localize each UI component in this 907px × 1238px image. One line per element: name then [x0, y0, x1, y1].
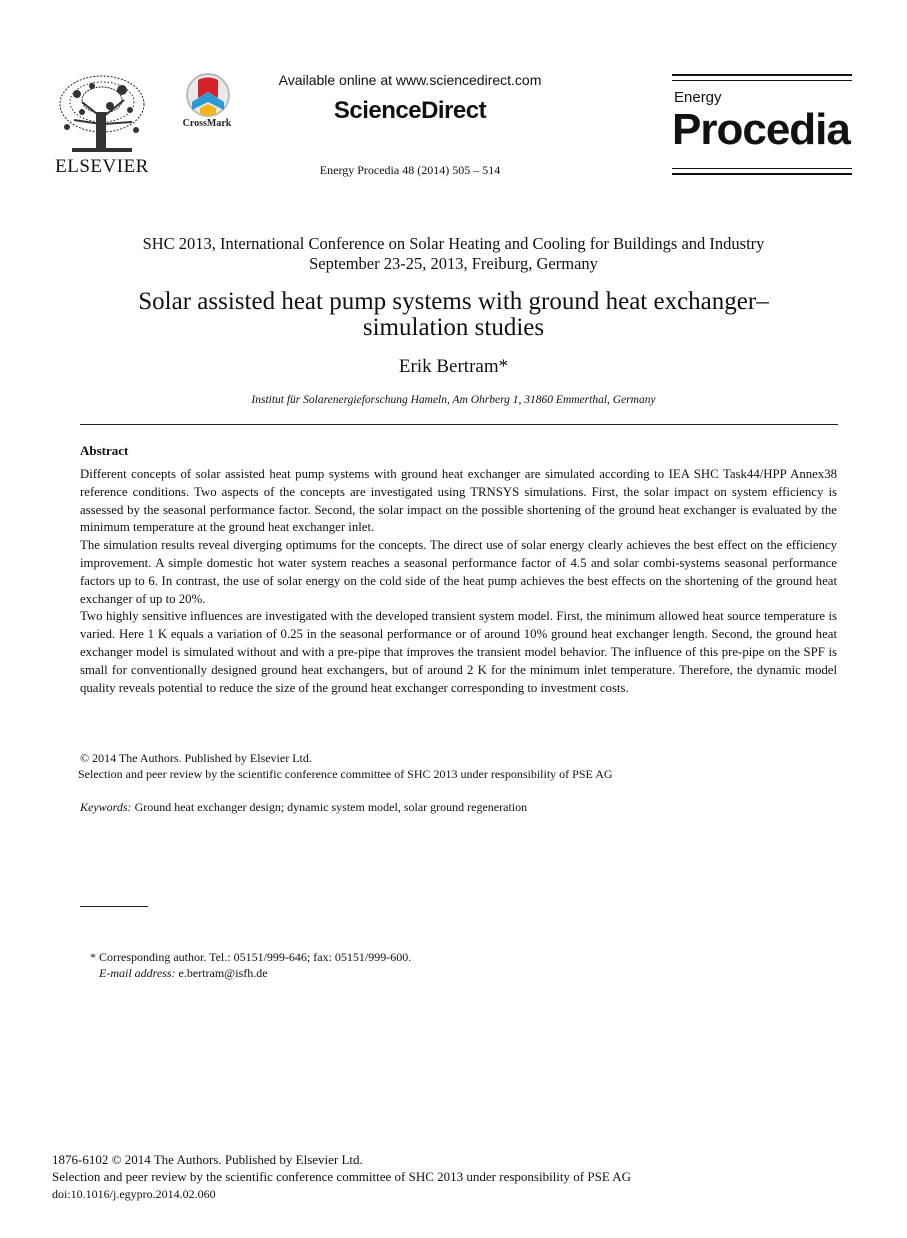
journal-logo-rule-top-thin	[672, 80, 852, 81]
footnote-divider	[80, 906, 148, 907]
journal-reference: Energy Procedia 48 (2014) 505 – 514	[319, 163, 501, 177]
conference-info	[0, 234, 907, 274]
bottom-peer-review: Selection and peer review by the scientific conference committee of SHC 2013 under responsibility of PSE AG	[52, 1169, 632, 1184]
abstract-heading: Abstract	[80, 443, 129, 458]
sciencedirect-logo: ScienceDirect	[333, 97, 487, 124]
email-label: E-mail address:	[99, 966, 176, 980]
peer-review-notice: Selection and peer review by the scientific conference committee of SHC 2013 under responsibility of PSE AG	[78, 767, 613, 781]
journal-logo-rule-bottom	[672, 173, 852, 175]
paper-title-line-2: simulation studies	[362, 314, 545, 341]
abstract-body	[80, 466, 837, 697]
abstract-paragraph: Different concepts of solar assisted heat pump systems with ground heat exchanger are simulated according to IEA SHC Task44/HPP Annex38 reference conditions. Two aspects of the concepts are investigated using TRNSYS simulations. First, the solar impact on system efficiency is assessed by the seasonal performance factor. Second, the solar impact on the possible shortening of the ground heat exchanger is evaluated by the minimum temperature at the ground heat exchanger inlet.	[80, 467, 837, 535]
conference-line-2: September 23-25, 2013, Freiburg, Germany	[309, 254, 598, 273]
issn-copyright: 1876-6102 © 2014 The Authors. Published by Elsevier Ltd.	[52, 1152, 363, 1167]
author-name: Erik Bertram*	[398, 356, 509, 377]
crossmark-icon[interactable]	[178, 72, 238, 142]
copyright-notice: © 2014 The Authors. Published by Elsevier Ltd.	[80, 751, 312, 765]
email-footnote	[99, 966, 268, 981]
journal-logo-procedia: Procedia	[672, 105, 850, 154]
abstract-paragraph: Two highly sensitive influences are investigated with the developed transient system model. First, the minimum allowed heat source temperature is varied. Here 1 K equals a variation of 0.25 in the seasonal performance or of around 10% ground heat exchanger length. Second, the ground heat exchanger model is simulated without and with a pre-pipe that improves the transient model behavior. The influence of this pre-pipe on the SPF is small for conventionally designed ground heat exchangers, but of around 2 K for the minimum inlet temperature. Therefore, the dynamic model quality reveals potential to reduce the size of the ground heat exchanger corresponding to investment costs.	[80, 609, 837, 695]
divider	[80, 424, 838, 425]
journal-logo-energy: Energy	[674, 89, 722, 106]
paper-title	[0, 289, 907, 341]
doi[interactable]: doi:10.1016/j.egypro.2014.02.060	[52, 1187, 216, 1201]
author-affiliation: Institut für Solarenergieforschung Hameln, Am Ohrberg 1, 31860 Emmerthal, Germany	[251, 394, 656, 406]
corresponding-author-footnote: * Corresponding author. Tel.: 05151/999-646; fax: 05151/999-600.	[90, 950, 412, 964]
crossmark-label: CrossMark	[182, 118, 232, 129]
conference-line-1: SHC 2013, International Conference on Solar Heating and Cooling for Buildings and Industry	[142, 234, 765, 253]
publisher-name: ELSEVIER	[55, 156, 149, 177]
available-online-text: Available online at www.sciencedirect.com	[278, 72, 542, 88]
journal-logo-rule-top	[672, 74, 852, 76]
email-address[interactable]: e.bertram@isfh.de	[178, 966, 268, 980]
paper-title-line-1: Solar assisted heat pump systems with ground heat exchanger–	[138, 288, 769, 315]
keywords	[80, 800, 527, 815]
abstract-paragraph: The simulation results reveal diverging optimums for the concepts. The direct use of solar energy clearly achieves the best effect on the efficiency improvement. A simple domestic hot water system reaches a seasonal performance factor of 4.5 and solar combi-systems seasonal performance factors up to 6. In contrast, the use of solar energy on the cold side of the heat pump achieves the best effects on the shortening of the ground heat exchanger of up to 20%.	[80, 538, 837, 606]
keywords-list: Ground heat exchanger design; dynamic system model, solar ground regeneration	[134, 800, 528, 814]
keywords-label: Keywords:	[80, 800, 132, 814]
journal-logo-rule-bottom-thin	[672, 168, 852, 169]
